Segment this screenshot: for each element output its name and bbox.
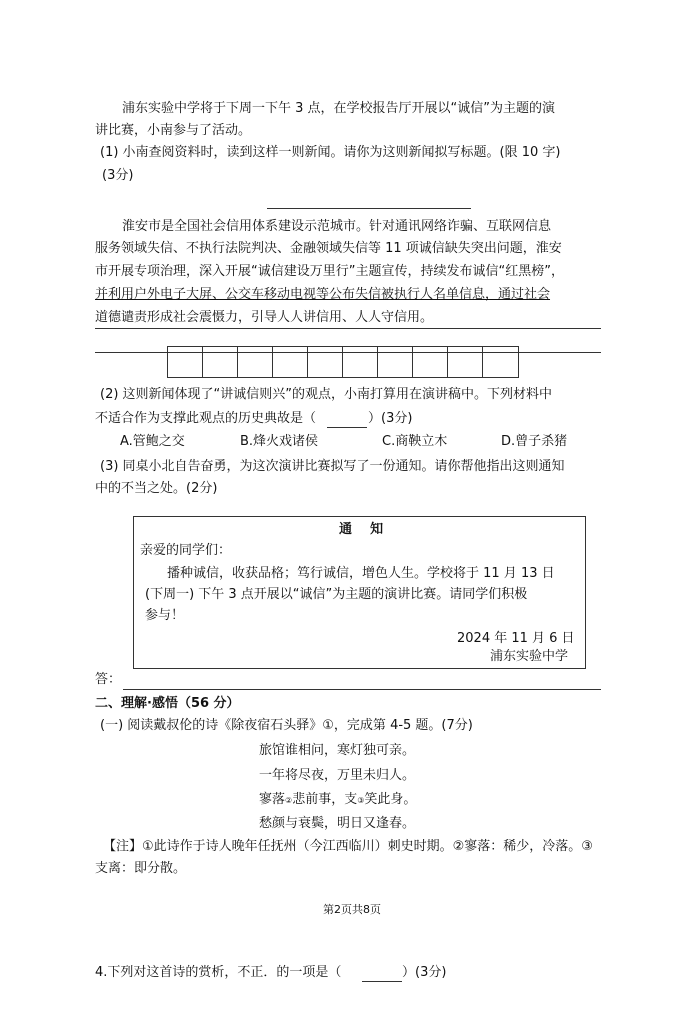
question-1-line-2: (3分) xyxy=(102,168,134,183)
notes-line-2: 支离：即分散。 xyxy=(95,861,187,876)
news-underline xyxy=(95,328,601,329)
poem-line-4: 愁颜与衰鬓，明日又逢春。 xyxy=(259,816,416,831)
question-4: 4.下列对这首诗的赏析，不正．的一项是（ xyxy=(95,965,342,980)
section-2-title: 二、理解·感悟（56 分） xyxy=(95,696,240,711)
news-line-1: 淮安市是全国社会信用体系建设示范城市。针对通讯网络诈骗、互联网信息 xyxy=(122,219,552,234)
question-2-line-2: 不适合作为支撑此观点的历史典故是（ xyxy=(95,411,317,426)
title-answer-line[interactable] xyxy=(267,208,471,209)
note-3-marker: ③ xyxy=(357,796,365,805)
option-b: B.烽火戏诸侯 xyxy=(240,434,319,449)
news-line-4: 并利用户外电子大屏、公交车移动电视等公布失信被执行人名单信息，通过社会 xyxy=(95,287,551,302)
option-d: D.曾子杀猪 xyxy=(501,434,568,449)
news-line-3: 市开展专项治理，深入开展“诚信建设万里行”主题宣传，持续发布诚信“红黑榜”， xyxy=(95,264,564,279)
page-number: 第2页共8页 xyxy=(323,903,381,916)
poem-line-2: 一年将尽夜，万里未归人。 xyxy=(259,768,416,783)
question-3-line-1: (3) 同桌小北自告奋勇，为这次演讲比赛拟写了一份通知。请你帮他指出这则通知 xyxy=(100,459,565,474)
answer-line[interactable] xyxy=(123,689,601,690)
question-2-blank[interactable] xyxy=(327,427,367,428)
grid-cell[interactable] xyxy=(168,347,203,377)
question-4-score: ）(3分) xyxy=(402,965,447,980)
intro-line-1: 浦东实验中学将于下周一下午 3 点，在学校报告厅开展以“诚信”为主题的演 xyxy=(122,101,556,116)
question-2-line-1: (2) 这则新闻体现了“讲诚信则兴”的观点，小南打算用在演讲稿中。下列材料中 xyxy=(100,387,553,402)
notice-signature: 浦东实验中学 xyxy=(490,649,569,664)
question-1-line-1: (1) 小南查阅资料时，读到这样一则新闻。请你为这则新闻拟写标题。(限 10 字) xyxy=(100,145,561,160)
news-line-5: 道德谴责形成社会震慑力，引导人人讲信用、人人守信用。 xyxy=(95,310,434,325)
grid-cell[interactable] xyxy=(448,347,483,377)
grid-cell[interactable] xyxy=(273,347,308,377)
answer-label: 答： xyxy=(95,672,122,687)
notice-body-2: (下周一) 下午 3 点开展以“诚信”为主题的演讲比赛。请同学们积极 xyxy=(145,587,528,602)
notice-greeting: 亲爱的同学们： xyxy=(140,543,232,558)
poem-line-1: 旅馆谁相问，寒灯独可亲。 xyxy=(259,743,416,758)
option-a: A.管鲍之交 xyxy=(120,434,185,449)
option-c: C.商鞅立木 xyxy=(382,434,448,449)
notice-date: 2024 年 11 月 6 日 xyxy=(457,631,575,646)
notes-line-1: 【注】①此诗作于诗人晚年任抚州（今江西临川）刺史时期。②寥落：稀少，冷落。③ xyxy=(103,839,593,854)
note-2-marker: ② xyxy=(285,796,293,805)
grid-cell[interactable] xyxy=(378,347,413,377)
poem-line-3-part-2: 悲前事，支 xyxy=(292,792,358,807)
notice-body-1: 播种诚信，收获品格；笃行诚信，增色人生。学校将于 11 月 13 日 xyxy=(167,566,555,581)
grid-cell[interactable] xyxy=(413,347,448,377)
grid-cell[interactable] xyxy=(238,347,273,377)
intro-line-2: 讲比赛，小南参与了活动。 xyxy=(95,123,252,138)
poem-line-3 xyxy=(259,790,416,811)
poem-line-3-part-3: 笑此身。 xyxy=(364,792,417,807)
notice-body-3: 参与！ xyxy=(145,608,185,623)
question-2-score: ）(3分) xyxy=(368,411,413,426)
grid-cell[interactable] xyxy=(343,347,378,377)
grid-cell[interactable] xyxy=(483,347,518,377)
notice-title: 通 知 xyxy=(339,522,384,537)
section-2-part-1: (一) 阅读戴叔伦的诗《除夜宿石头驿》①，完成第 4-5 题。(7分) xyxy=(100,718,473,733)
notice-box xyxy=(133,516,586,669)
grid-cell[interactable] xyxy=(308,347,343,377)
title-answer-grid[interactable] xyxy=(167,346,519,378)
poem-line-3-part-1: 寥落 xyxy=(259,792,286,807)
question-3-line-2: 中的不当之处。(2分) xyxy=(95,481,218,496)
news-line-2: 服务领域失信、不执行法院判决、金融领域失信等 11 项诚信缺失突出问题，淮安 xyxy=(95,241,562,256)
question-4-blank[interactable] xyxy=(362,981,402,982)
grid-cell[interactable] xyxy=(203,347,238,377)
